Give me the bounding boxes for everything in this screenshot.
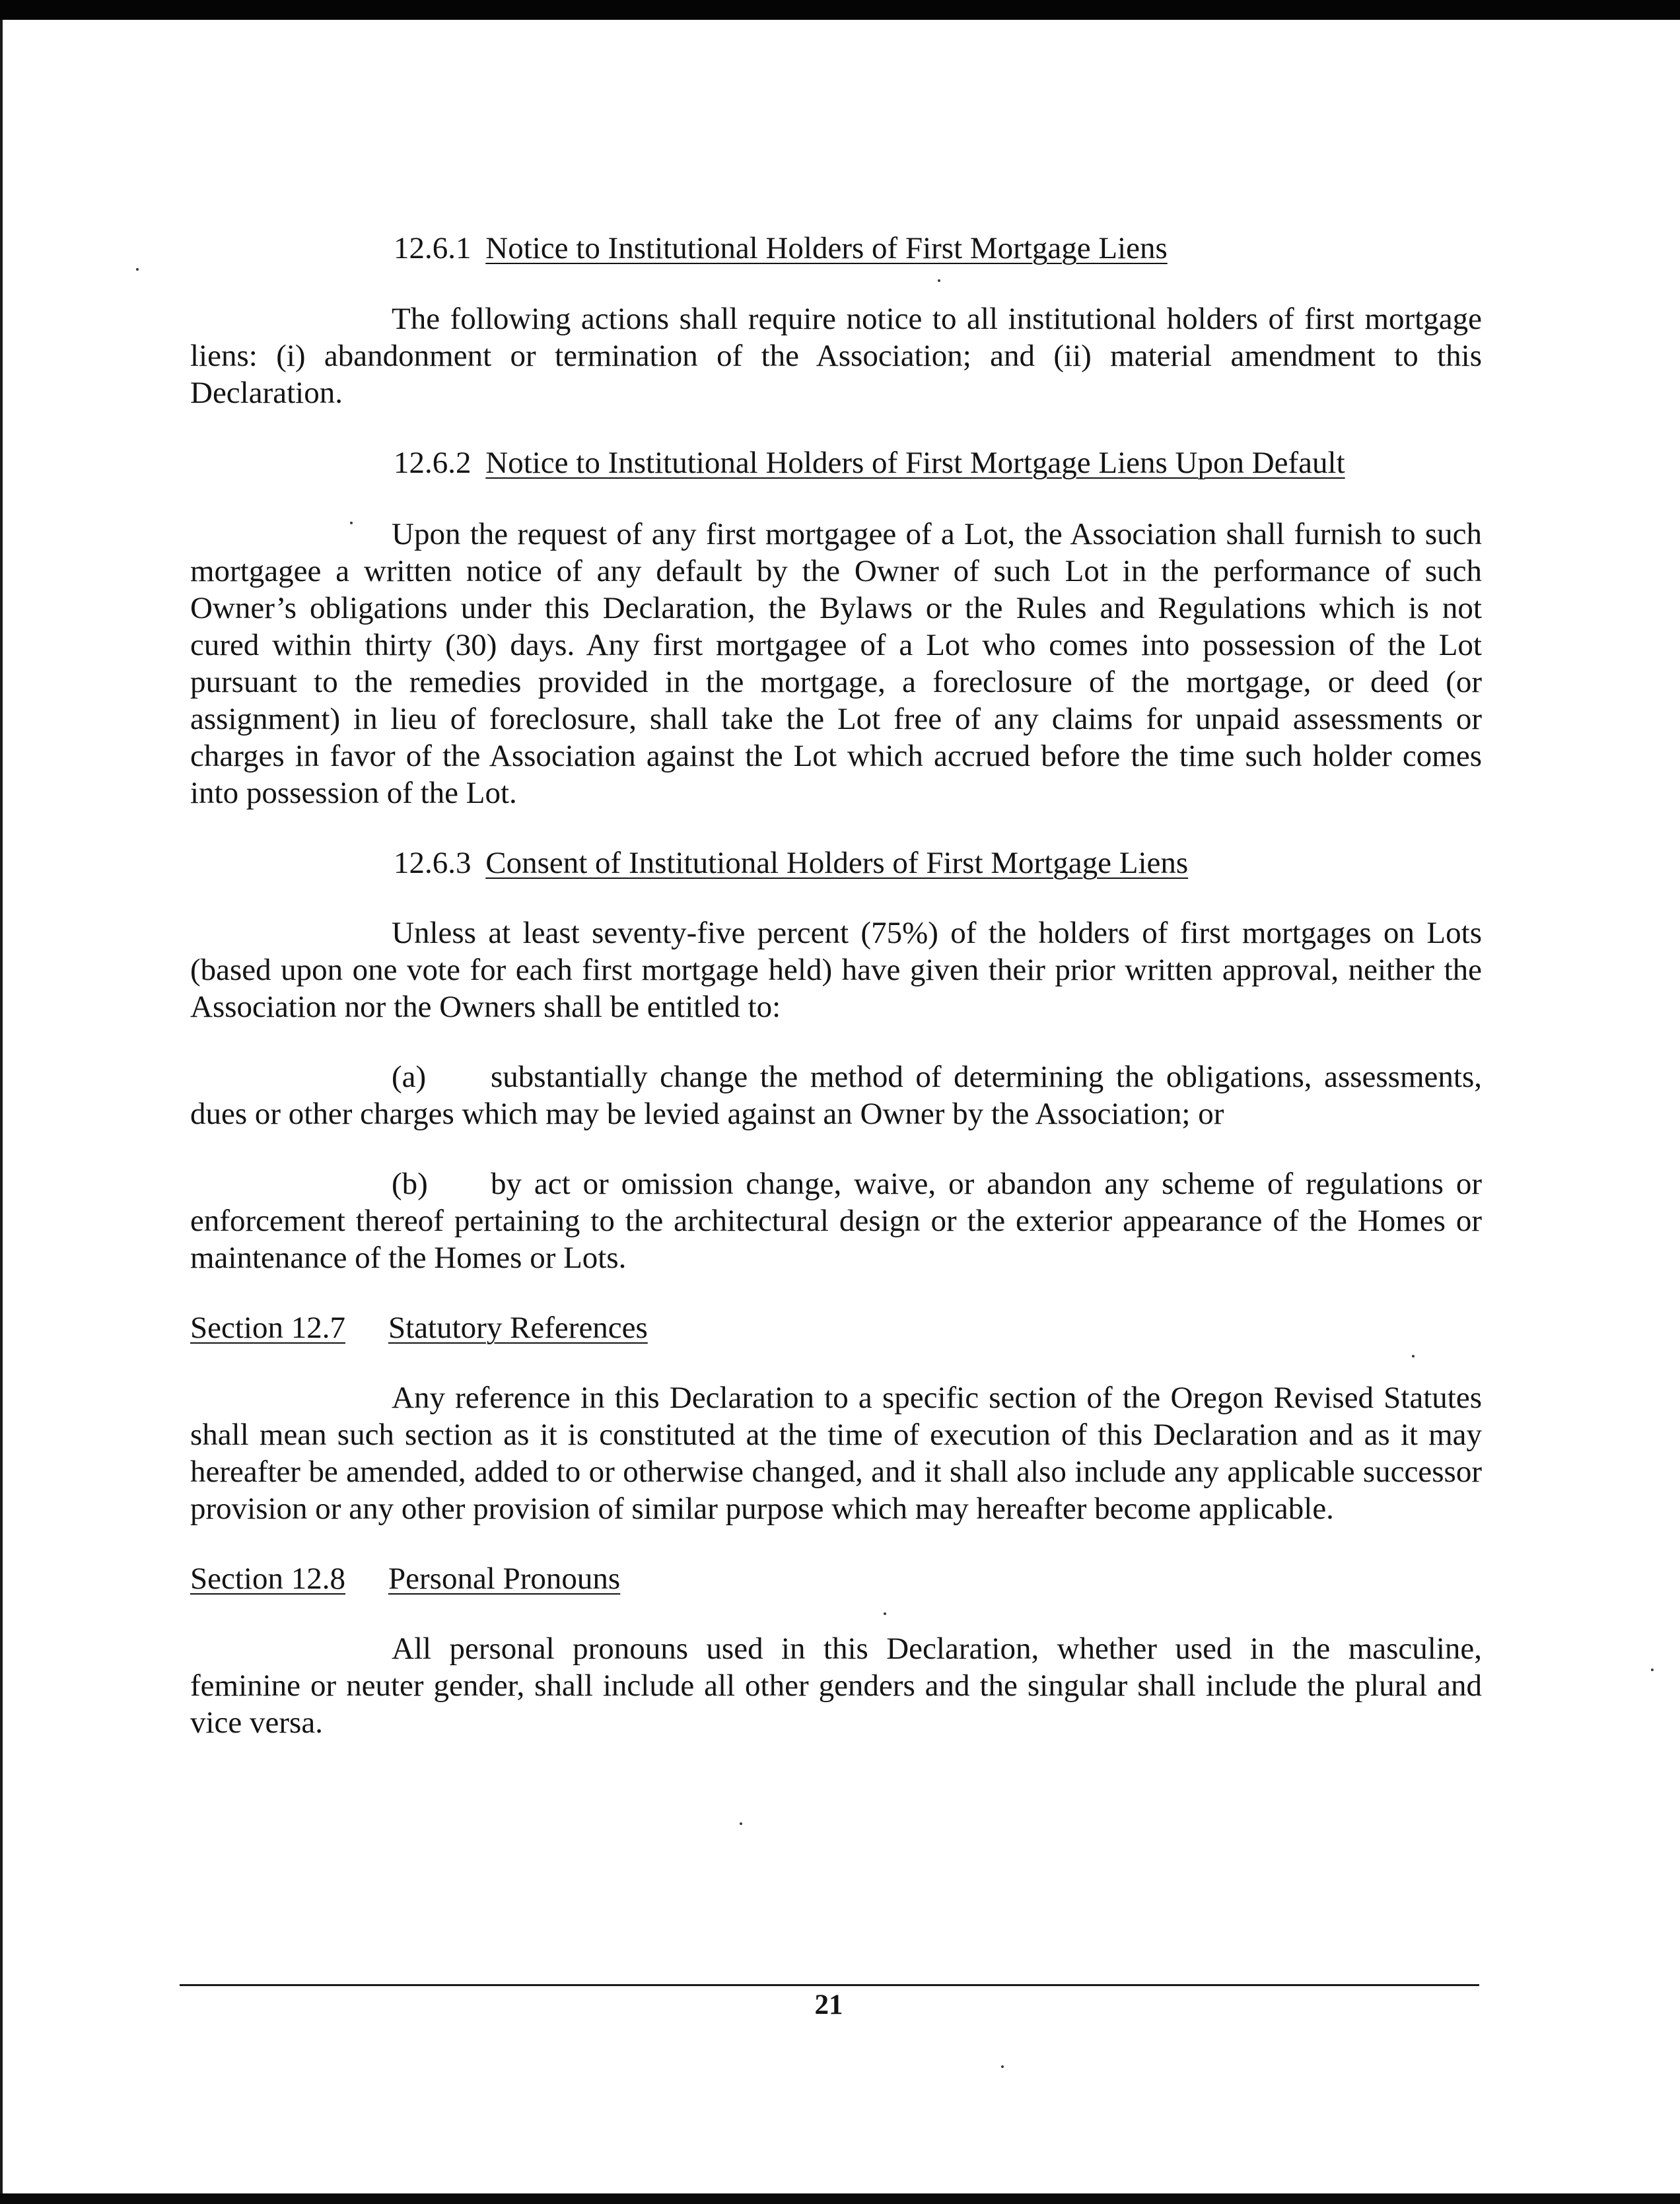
scan-speck xyxy=(1651,1669,1654,1671)
document-body xyxy=(190,230,1482,1741)
subsection-title: Consent of Institutional Holders of First Mortgage Liens xyxy=(485,846,1189,880)
subsection-number: 12.6.3 xyxy=(394,846,472,880)
list-item-b xyxy=(190,1165,1482,1276)
subsection-heading-12-6-2 xyxy=(190,444,1482,481)
subsection-heading-12-6-1 xyxy=(190,230,1482,267)
section-title: Personal Pronouns xyxy=(388,1562,621,1596)
scan-speck xyxy=(1412,1355,1415,1358)
footer-divider xyxy=(180,1984,1479,1986)
scan-speck xyxy=(938,279,940,282)
scan-speck xyxy=(1001,2065,1004,2068)
scan-left-edge xyxy=(0,20,3,2204)
scan-speck xyxy=(350,522,353,524)
section-heading-12-8 xyxy=(190,1560,1482,1597)
list-item-label: (a) xyxy=(392,1060,427,1094)
subsection-number: 12.6.2 xyxy=(394,446,472,480)
scan-bottom-edge xyxy=(0,2193,1680,2204)
section-title: Statutory References xyxy=(388,1311,648,1345)
section-number: Section 12.7 xyxy=(190,1311,345,1345)
scan-speck xyxy=(884,1612,886,1615)
subsection-title: Notice to Institutional Holders of First Mortgage Liens Upon Default xyxy=(485,446,1345,480)
paragraph-statutory-references: Any reference in this Declaration to a specific section of the Oregon Revised Statutes shall mean such section as it is constituted at the time of execution of this Declaration and as it may hereafter be amended, added to or otherwise changed, and it shall also include any applicable successor provision or any other provision of similar purpose which may hereafter become applicable. xyxy=(190,1381,1482,1526)
paragraph-notice-actions: The following actions shall require notice to all institutional holders of first mortgage liens: (i) abandonment or termination of the Association; and (ii) material amendment to this Declaration. xyxy=(190,302,1482,410)
list-item-text: substantially change the method of determining the obligations, assessments, dues or other charges which may be levied against an Owner by the Association; or xyxy=(190,1060,1482,1131)
section-heading-12-7 xyxy=(190,1309,1482,1346)
paragraph-personal-pronouns: All personal pronouns used in this Declaration, whether used in the masculine, feminine or neuter gender, shall include all other genders and the singular shall include the plural and vice versa. xyxy=(190,1632,1482,1740)
paragraph-consent: Unless at least seventy-five percent (75%) of the holders of first mortgages on Lots (based upon one vote for each first mortgage held) have given their prior written approval, neither the Association nor the Owners shall be entitled to: xyxy=(190,916,1482,1024)
section-number: Section 12.8 xyxy=(190,1562,345,1596)
subsection-heading-12-6-3 xyxy=(190,844,1482,881)
scan-speck xyxy=(136,268,139,271)
page-number: 21 xyxy=(814,1989,843,2020)
list-item-a xyxy=(190,1058,1482,1132)
scan-top-edge xyxy=(0,0,1680,20)
paragraph-default-notice: Upon the request of any first mortgagee of a Lot, the Association shall furnish to such mortgagee a written notice of any default by the Owner of such Lot in the performance of such Owner’s obligations under this Declaration, the Bylaws or the Rules and Regulations which is not cured within thirty (30) days. Any first mortgagee of a Lot who comes into possession of the Lot pursuant to the remedies provided in the mortgage, a foreclosure of the mortgage, or deed (or assignment) in lieu of foreclosure, shall take the Lot free of any claims for unpaid assessments or charges in favor of the Association against the Lot which accrued before the time such holder comes into possession of the Lot. xyxy=(190,517,1482,810)
list-item-text: by act or omission change, waive, or abandon any scheme of regulations or enforcement thereof pertaining to the architectural design or the exterior appearance of the Homes or maintenance of the Homes or Lots. xyxy=(190,1167,1482,1275)
scan-speck xyxy=(740,1822,742,1825)
subsection-title: Notice to Institutional Holders of First Mortgage Liens xyxy=(485,231,1168,265)
subsection-number: 12.6.1 xyxy=(394,231,472,265)
list-item-label: (b) xyxy=(392,1167,428,1201)
